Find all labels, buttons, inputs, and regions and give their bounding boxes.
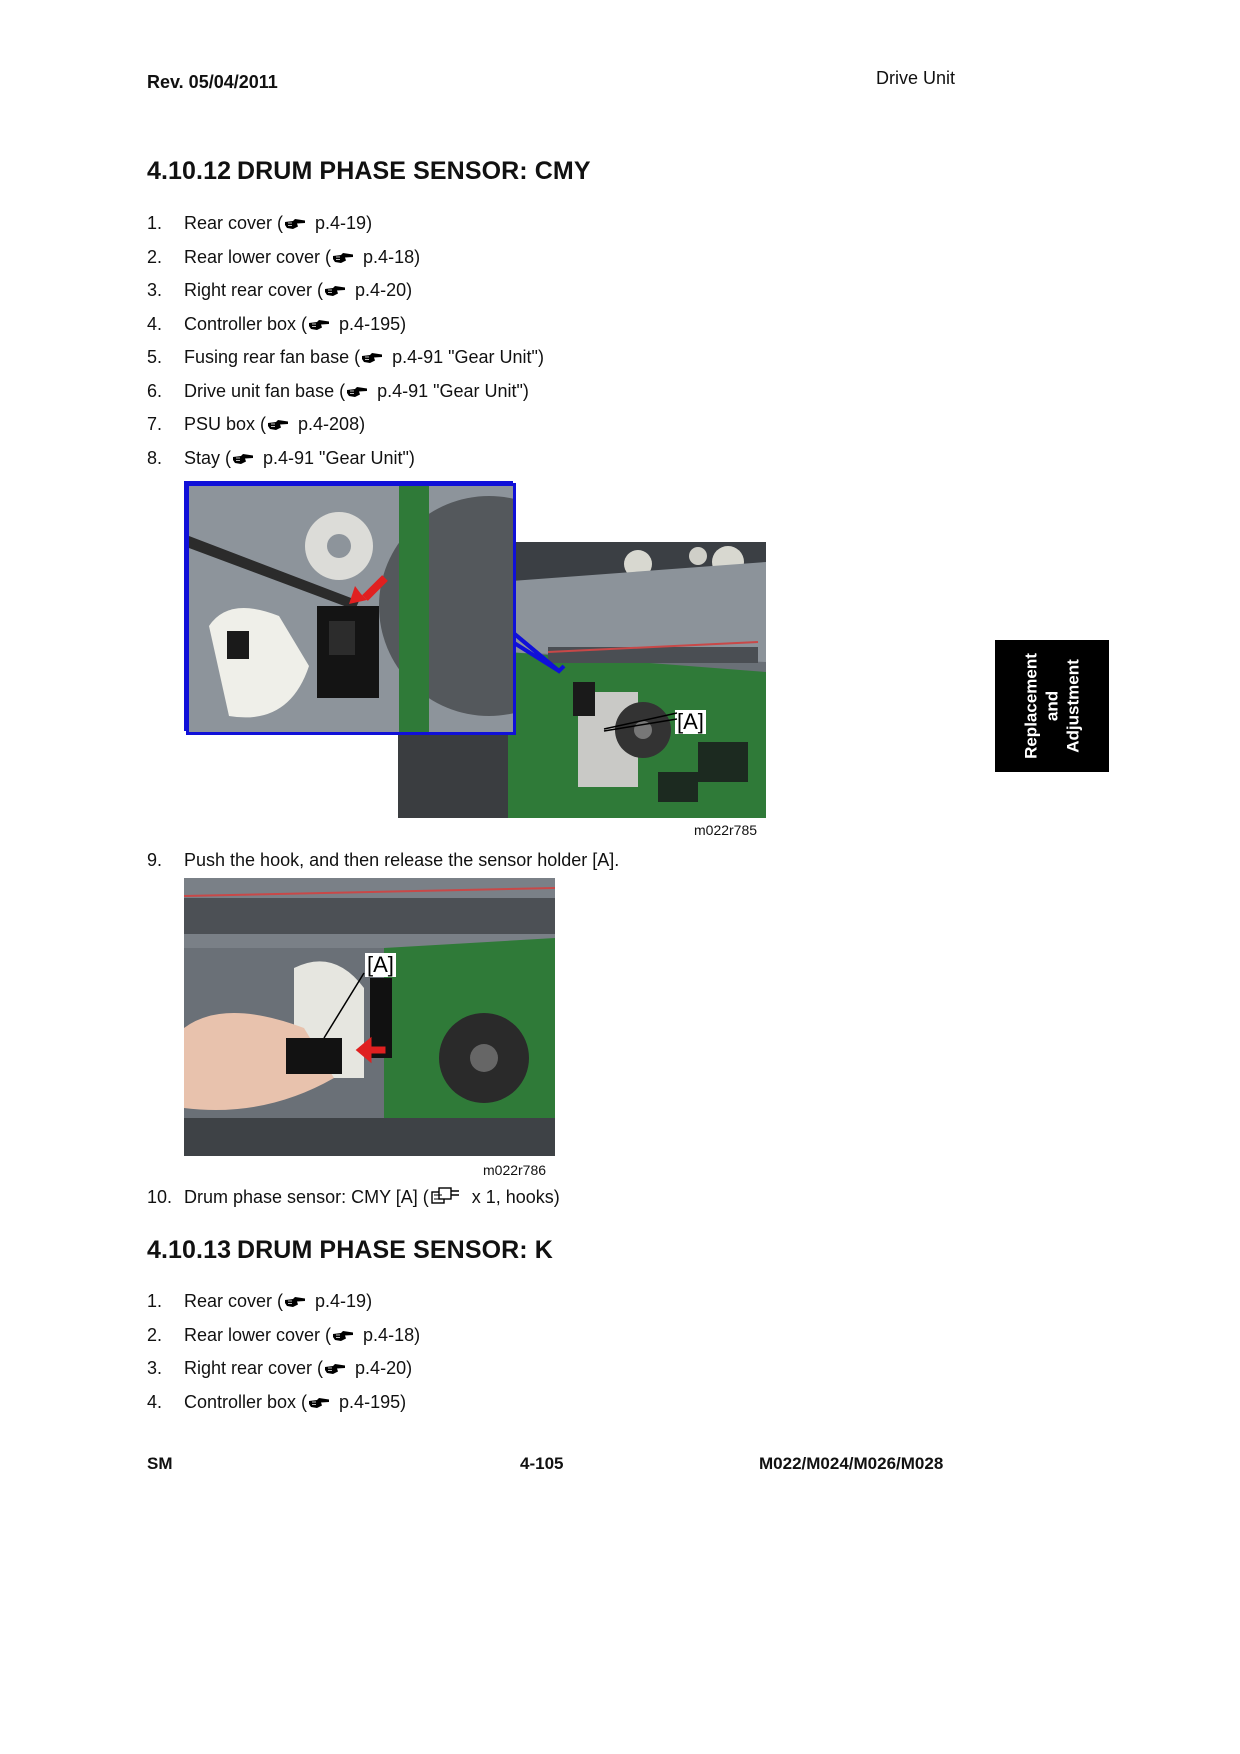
connector-icon bbox=[431, 1186, 461, 1206]
revision-date: Rev. 05/04/2011 bbox=[147, 72, 278, 92]
pointing-hand-icon bbox=[361, 352, 383, 364]
page-reference[interactable]: p.4-18) bbox=[358, 247, 421, 267]
pointing-hand-icon bbox=[284, 1296, 306, 1308]
side-tab-line3: Adjustment bbox=[1063, 659, 1083, 753]
page-reference[interactable]: p.4-20) bbox=[350, 1358, 413, 1378]
page-reference[interactable]: p.4-208) bbox=[293, 414, 366, 434]
figure-photo-hand bbox=[184, 878, 555, 1156]
sensor-closeup-illustration bbox=[189, 486, 513, 732]
page-reference[interactable]: p.4-20) bbox=[350, 280, 413, 300]
pointing-hand-icon bbox=[308, 319, 330, 331]
sensor-removal-illustration bbox=[184, 878, 555, 1156]
page-reference[interactable]: p.4-19) bbox=[310, 213, 373, 233]
section-title: DRUM PHASE SENSOR: K bbox=[237, 1236, 553, 1264]
pointing-hand-icon bbox=[267, 419, 289, 431]
chapter-side-tab[interactable] bbox=[995, 640, 1109, 772]
footer-model-numbers: M022/M024/M026/M028 bbox=[759, 1454, 944, 1473]
step-item: 6. Drive unit fan base ( p.4-91 "Gear Unit") bbox=[147, 381, 529, 401]
pointing-hand-icon bbox=[324, 285, 346, 297]
pointing-hand-icon bbox=[232, 453, 254, 465]
page-reference[interactable]: p.4-195) bbox=[334, 314, 407, 334]
section-heading-cmy bbox=[147, 157, 591, 186]
step-item: 10. Drum phase sensor: CMY [A] ( x 1, hooks) bbox=[147, 1187, 560, 1207]
page-reference[interactable]: p.4-91 "Gear Unit") bbox=[258, 448, 415, 468]
pointing-hand-icon bbox=[332, 1330, 354, 1342]
footer-page-number: 4-105 bbox=[520, 1454, 564, 1473]
step-item: 8. Stay ( p.4-91 "Gear Unit") bbox=[147, 448, 415, 468]
page-reference[interactable]: p.4-91 "Gear Unit") bbox=[387, 347, 544, 367]
step-item: 1. Rear cover ( p.4-19) bbox=[147, 213, 373, 233]
side-tab-line2: and bbox=[1042, 690, 1062, 722]
step-item: 4. Controller box ( p.4-195) bbox=[147, 314, 407, 334]
side-tab-line1: Replacement bbox=[1021, 653, 1041, 759]
page-reference[interactable]: p.4-18) bbox=[358, 1325, 421, 1345]
step-item: 3. Right rear cover ( p.4-20) bbox=[147, 1358, 413, 1378]
step-item: 5. Fusing rear fan base ( p.4-91 "Gear Unit") bbox=[147, 347, 544, 367]
footer-manual-code: SM bbox=[147, 1454, 173, 1473]
step-item: 3. Right rear cover ( p.4-20) bbox=[147, 280, 413, 300]
page-reference[interactable]: p.4-195) bbox=[334, 1392, 407, 1412]
step-item: 9. Push the hook, and then release the sensor holder [A]. bbox=[147, 850, 620, 870]
step-item: 1. Rear cover ( p.4-19) bbox=[147, 1291, 373, 1311]
figure-caption: m022r785 bbox=[694, 822, 758, 838]
pointing-hand-icon bbox=[346, 386, 368, 398]
figure-callout-closeup bbox=[186, 483, 516, 735]
step-item: 7. PSU box ( p.4-208) bbox=[147, 414, 366, 434]
step-item: 2. Rear lower cover ( p.4-18) bbox=[147, 247, 421, 267]
part-label-a: [A] bbox=[367, 952, 394, 977]
step-item: 4. Controller box ( p.4-195) bbox=[147, 1392, 407, 1412]
pointing-hand-icon bbox=[324, 1363, 346, 1375]
step-item: 2. Rear lower cover ( p.4-18) bbox=[147, 1325, 421, 1345]
page-reference[interactable]: p.4-91 "Gear Unit") bbox=[372, 381, 529, 401]
section-number: 4.10.13 bbox=[147, 1236, 232, 1264]
section-title: DRUM PHASE SENSOR: CMY bbox=[237, 157, 591, 185]
pointing-hand-icon bbox=[284, 218, 306, 230]
pointing-hand-icon bbox=[332, 252, 354, 264]
figure-caption: m022r786 bbox=[483, 1162, 547, 1178]
section-number: 4.10.12 bbox=[147, 157, 232, 185]
page-reference[interactable]: p.4-19) bbox=[310, 1291, 373, 1311]
pointing-hand-icon bbox=[308, 1397, 330, 1409]
part-label-a: [A] bbox=[677, 709, 704, 734]
section-heading-k bbox=[147, 1236, 553, 1265]
section-header: Drive Unit bbox=[876, 68, 956, 88]
